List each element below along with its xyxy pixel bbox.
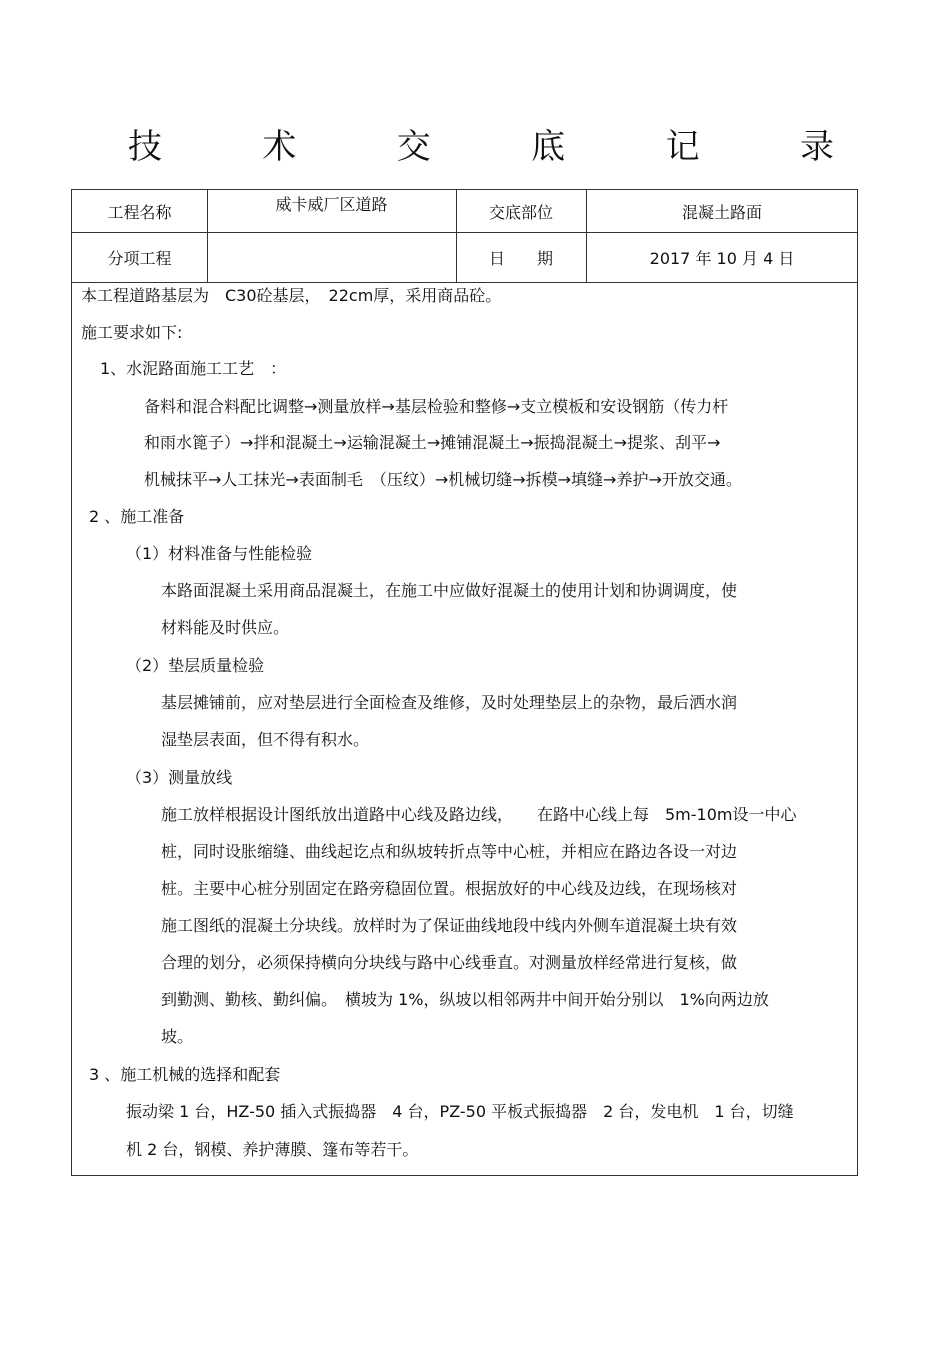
subsection-2-2-heading: （2）垫层质量检验 [126,656,265,675]
subsection-2-3-line: 施工放样根据设计图纸放出道路中心线及路边线， 在路中心线上每 5m-10m设一中心 [161,805,797,824]
section-3-line: 机 2 台，钢模、养护薄膜、篷布等若干。 [126,1140,419,1159]
header-row-project [72,190,857,233]
title-char: 底 [531,127,566,167]
disclosure-content [72,282,857,1175]
sub-item-value [207,232,456,282]
title-char: 术 [262,127,297,167]
disclosure-part-value: 混凝土路面 [681,202,762,222]
project-name-label: 工程名称 [107,202,172,222]
section-2-heading: 2 、施工准备 [89,507,185,526]
date-value: 2017 年 10 月 4 日 [649,248,795,268]
subsection-2-3-line: 桩，同时设胀缩缝、曲线起讫点和纵坡转折点等中心桩，并相应在路边各设一对边 [161,842,738,861]
subsection-2-3-line: 合理的划分，必须保持横向分块线与路中心线垂直。对测量放样经常进行复核，做 [161,953,738,972]
subsection-2-2-line: 湿垫层表面，但不得有积水。 [161,730,370,749]
section-3-line: 振动梁 1 台，HZ-50 插入式振捣器 4 台，PZ-50 平板式振捣器 2 台，发电机 1 台，切缝 [126,1102,794,1121]
subsection-2-1-line: 本路面混凝土采用商品混凝土，在施工中应做好混凝土的使用计划和协调调度，使 [161,581,738,600]
subsection-2-1-line: 材料能及时供应。 [161,618,290,637]
subsection-2-3-line: 到勤测、勤核、勤纠偏。 横坡为 1%，纵坡以相邻两井中间开始分别以 1%向两边放 [161,990,769,1009]
disclosure-part-label: 交底部位 [488,202,553,222]
section-1-heading: 1、水泥路面施工工艺 ： [100,359,287,378]
disclosure-form [71,189,858,1176]
project-name-value: 威卡威厂区道路 [275,195,388,214]
section-1-line: 和雨水篦子）→拌和混凝土→运输混凝土→摊铺混凝土→振捣混凝土→提浆、刮平→ [144,433,721,452]
subsection-2-1-heading: （1）材料准备与性能检验 [126,544,313,563]
subsection-2-3-line: 施工图纸的混凝土分块线。放样时为了保证曲线地段中线内外侧车道混凝土块有效 [161,916,738,935]
title-char: 技 [128,127,162,167]
title-char: 录 [799,127,834,167]
section-1-line: 机械抹平→人工抹光→表面制毛 （压纹）→机械切缝→拆模→填缝→养护→开放交通。 [144,470,742,489]
subsection-2-3-line: 桩。主要中心桩分别固定在路旁稳固位置。根据放好的中心线及边线，在现场核对 [161,879,738,898]
sub-item-label: 分项工程 [107,248,172,268]
intro-text: 本工程道路基层为 C30砼基层， 22cm厚，采用商品砼。 [81,286,502,305]
subsection-2-2-line: 基层摊铺前，应对垫层进行全面检查及维修，及时处理垫层上的杂物，最后洒水润 [161,693,738,712]
date-label: 日 期 [488,248,553,268]
section-3-heading: 3 、施工机械的选择和配套 [89,1065,281,1084]
document-title [128,124,834,170]
title-char: 交 [396,127,431,167]
title-char: 记 [665,127,700,167]
header-row-subitem [72,232,857,283]
subsection-2-3-line: 坡。 [161,1027,194,1046]
section-1-line: 备料和混合料配比调整→测量放样→基层检验和整修→支立模板和安设钢筋（传力杆 [144,397,729,416]
subsection-2-3-heading: （3）测量放线 [126,768,233,787]
requirements-heading: 施工要求如下: [81,323,183,342]
